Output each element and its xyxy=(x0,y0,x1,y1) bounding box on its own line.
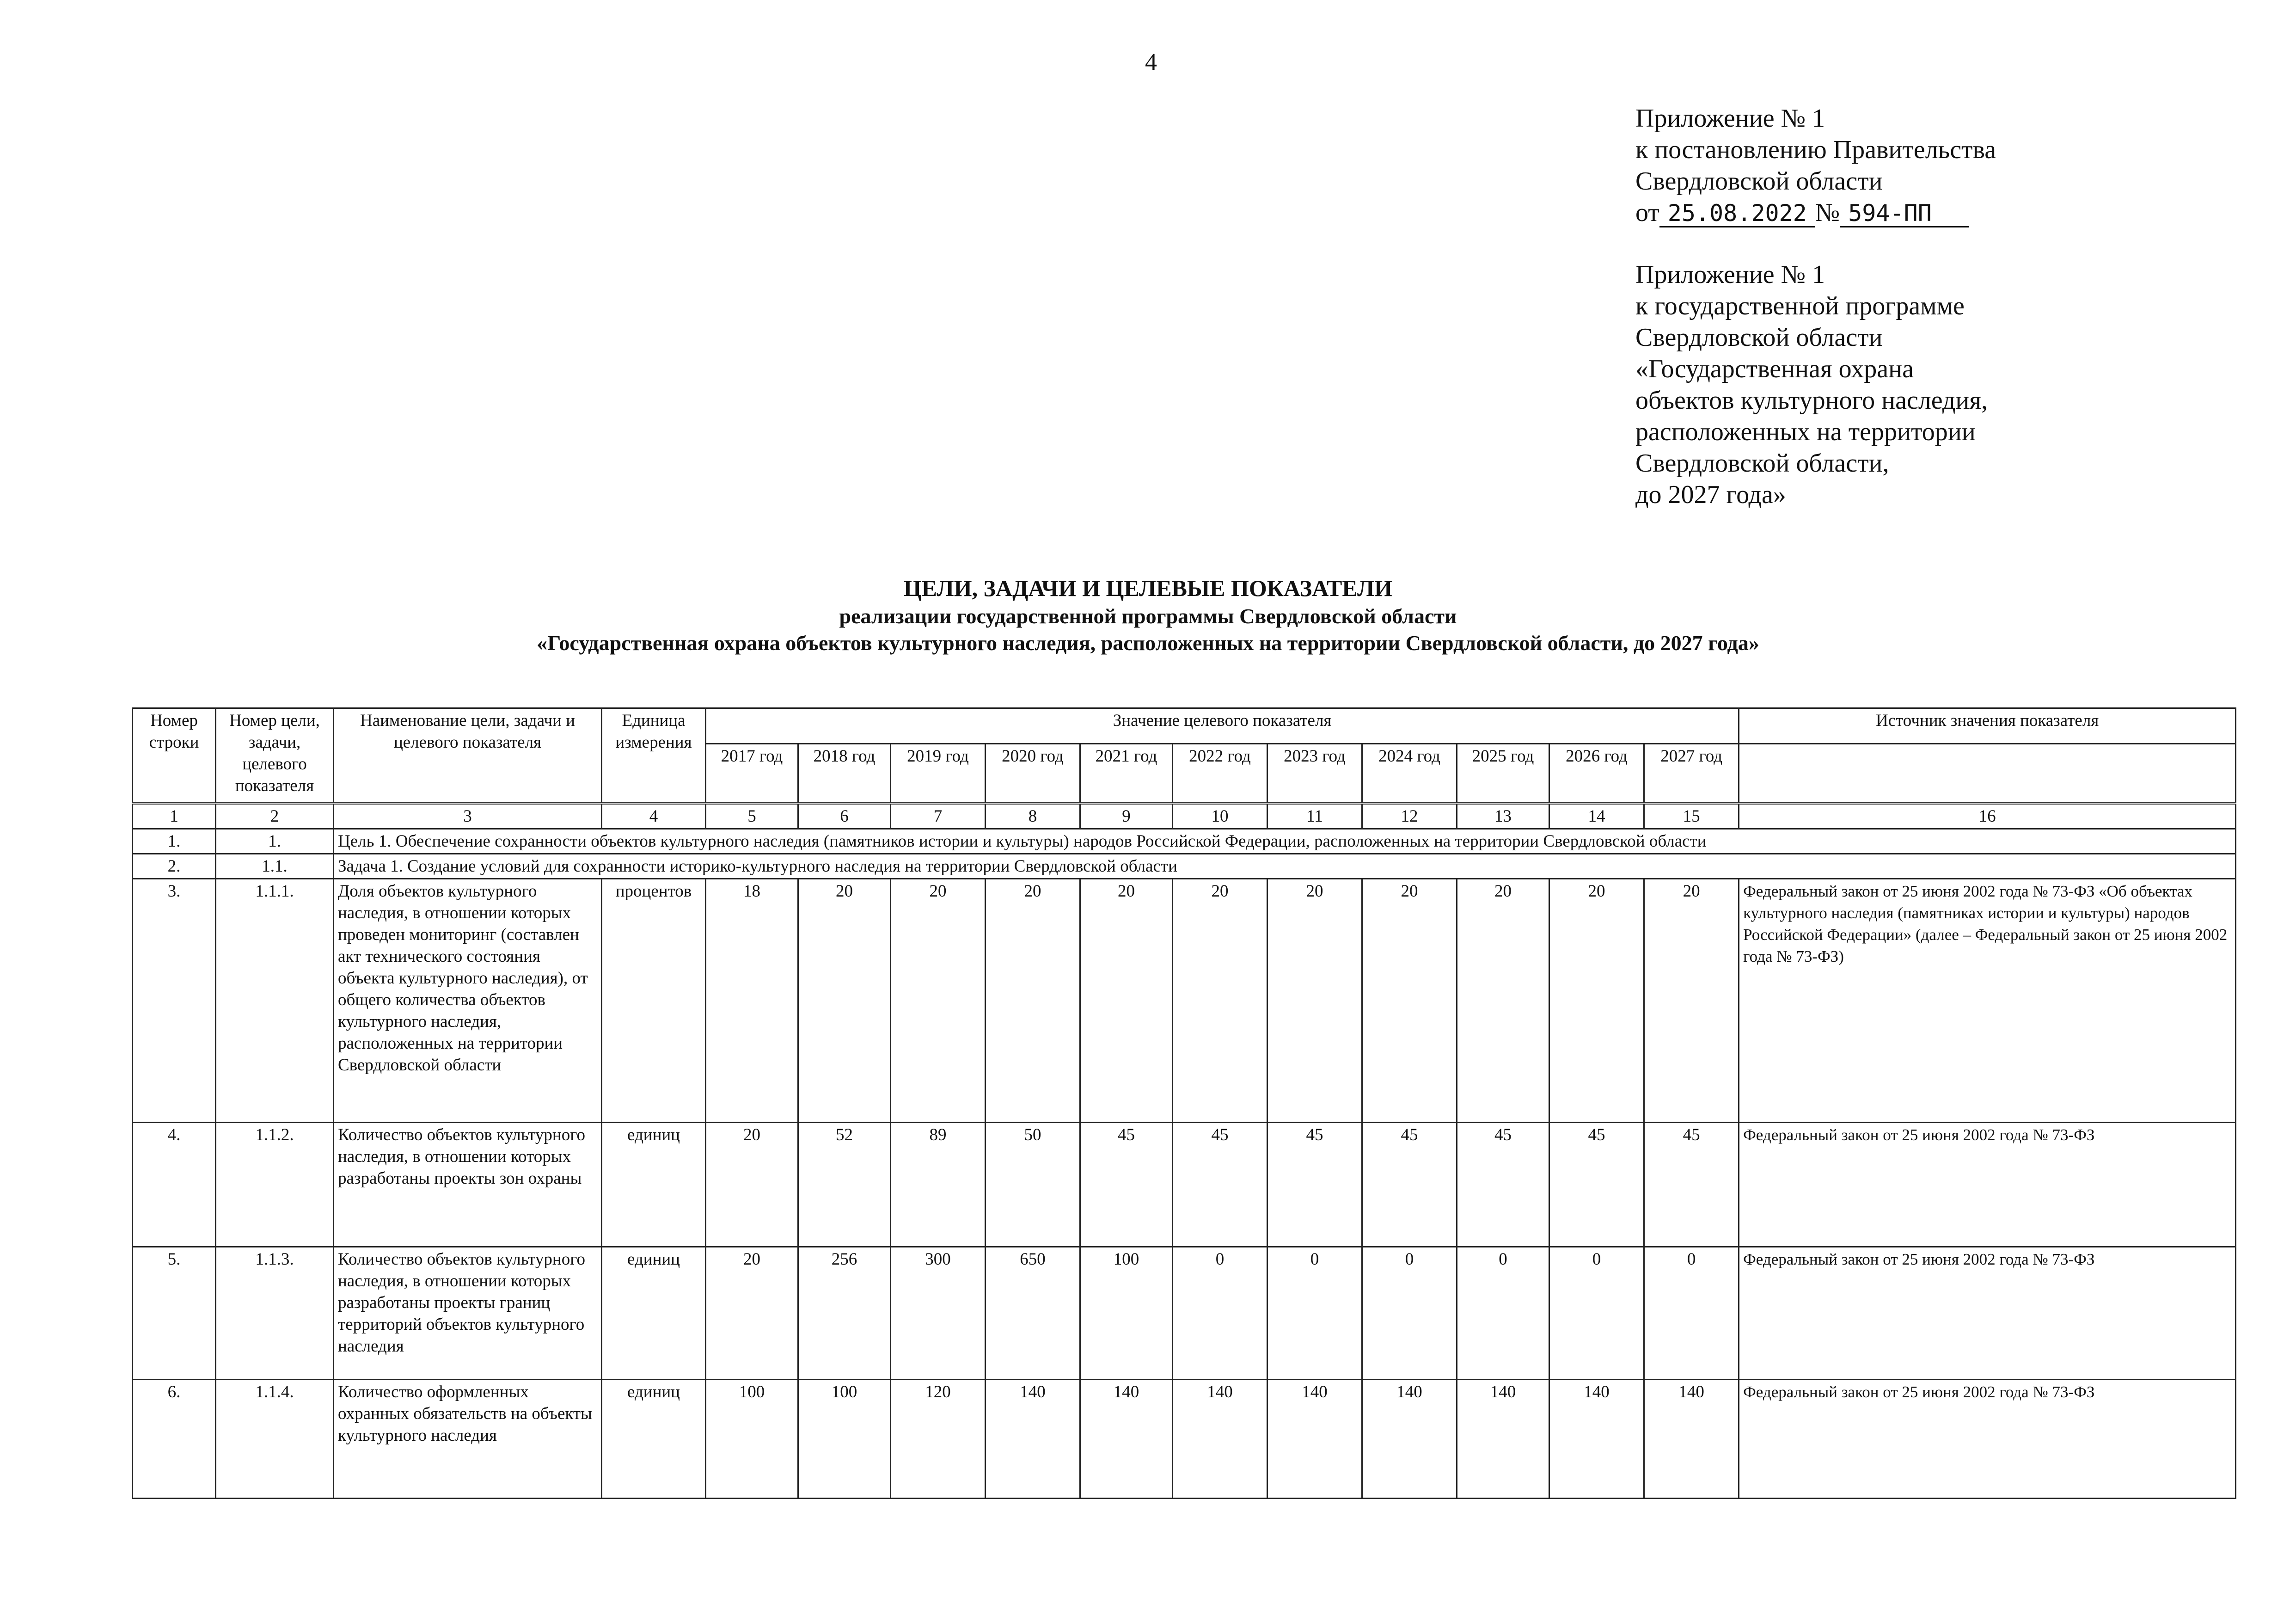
value-cell: 0 xyxy=(1644,1247,1739,1380)
value-cell: 45 xyxy=(1549,1123,1644,1247)
value-cell: 20 xyxy=(706,1247,798,1380)
goal-row xyxy=(133,829,2236,854)
value-cell: 0 xyxy=(1173,1247,1267,1380)
row-number: 4. xyxy=(133,1123,216,1247)
header-source: Источник значения показателя xyxy=(1739,708,2236,744)
header-year: 2017 год xyxy=(706,744,798,804)
header-year: 2018 год xyxy=(798,744,891,804)
value-cell: 20 xyxy=(891,879,986,1123)
value-cell: 45 xyxy=(1644,1123,1739,1247)
row-number: 6. xyxy=(133,1380,216,1499)
column-number: 2 xyxy=(216,803,334,829)
column-number: 16 xyxy=(1739,803,2236,829)
indicator-source: Федеральный закон от 25 июня 2002 года № 73-ФЗ xyxy=(1739,1123,2236,1247)
value-cell: 20 xyxy=(1644,879,1739,1123)
value-cell: 20 xyxy=(1549,879,1644,1123)
appendix-program-line: «Государственная охрана xyxy=(1635,355,1914,383)
column-number: 9 xyxy=(1080,803,1173,829)
decree-date: 25.08.2022 xyxy=(1659,200,1815,227)
column-number: 5 xyxy=(706,803,798,829)
indicator-row xyxy=(133,879,2236,1123)
value-cell: 140 xyxy=(1362,1380,1457,1499)
row-number: 2. xyxy=(133,854,216,879)
appendix-decree-line: к постановлению Правительства xyxy=(1635,135,1996,164)
column-number: 14 xyxy=(1549,803,1644,829)
value-cell: 45 xyxy=(1080,1123,1173,1247)
indicator-unit: процентов xyxy=(602,879,706,1123)
column-number: 3 xyxy=(334,803,602,829)
value-cell: 140 xyxy=(1549,1380,1644,1499)
column-number: 8 xyxy=(986,803,1080,829)
title-line-3: «Государственная охрана объектов культурного наследия, расположенных на территории Свердловской области, до 2027 года» xyxy=(537,631,1759,655)
indicator-row xyxy=(133,1247,2236,1380)
value-cell: 650 xyxy=(986,1247,1080,1380)
header-source-blank xyxy=(1739,744,2236,804)
indicator-name: Количество объектов культурного наследия, в отношении которых разработаны проекты границ территорий объектов культурного наследия xyxy=(334,1247,602,1380)
value-cell: 45 xyxy=(1173,1123,1267,1247)
goal-code: 1. xyxy=(216,829,334,854)
column-number: 11 xyxy=(1267,803,1362,829)
value-cell: 140 xyxy=(986,1380,1080,1499)
value-cell: 0 xyxy=(1267,1247,1362,1380)
indicator-row xyxy=(133,1380,2236,1499)
decree-date-line xyxy=(1635,197,2236,228)
column-number: 1 xyxy=(133,803,216,829)
indicator-source: Федеральный закон от 25 июня 2002 года № 73-ФЗ «Об объектах культурного наследия (памятниках истории и культуры) народов Российской Федерации» (далее – Федеральный закон от 25 июня 2002 года № 73-ФЗ) xyxy=(1739,879,2236,1123)
header-row xyxy=(133,708,2236,744)
title-line-1: ЦЕЛИ, ЗАДАЧИ И ЦЕЛЕВЫЕ ПОКАЗАТЕЛИ xyxy=(903,575,1393,601)
goal-text: Цель 1. Обеспечение сохранности объектов культурного наследия (памятников истории и культуры) народов Российской Федерации, расположенных на территории Свердловской области xyxy=(334,829,2236,854)
appendix-program-line: Приложение № 1 xyxy=(1635,260,1825,289)
task-text: Задача 1. Создание условий для сохранности историко-культурного наследия на территории Свердловской области xyxy=(334,854,2236,879)
number-prefix: № xyxy=(1815,198,1840,227)
header-values-group: Значение целевого показателя xyxy=(706,708,1739,744)
header-year: 2019 год xyxy=(891,744,986,804)
targets-table xyxy=(132,707,2236,1499)
header-year: 2022 год xyxy=(1173,744,1267,804)
decree-number: 594-ПП xyxy=(1840,200,1969,227)
value-cell: 0 xyxy=(1549,1247,1644,1380)
value-cell: 89 xyxy=(891,1123,986,1247)
header-goal-no: Номер цели, задачи, целевого показателя xyxy=(216,708,334,804)
value-cell: 140 xyxy=(1267,1380,1362,1499)
value-cell: 140 xyxy=(1644,1380,1739,1499)
page-number: 4 xyxy=(1145,49,1157,75)
value-cell: 20 xyxy=(986,879,1080,1123)
column-number: 15 xyxy=(1644,803,1739,829)
appendix-program-line: расположенных на территории xyxy=(1635,418,1976,446)
value-cell: 45 xyxy=(1362,1123,1457,1247)
column-number: 10 xyxy=(1173,803,1267,829)
value-cell: 20 xyxy=(1267,879,1362,1123)
header-year: 2020 год xyxy=(986,744,1080,804)
value-cell: 50 xyxy=(986,1123,1080,1247)
value-cell: 0 xyxy=(1457,1247,1549,1380)
title-line-2: реализации государственной программы Свердловской области xyxy=(839,604,1457,628)
appendix-program-line: объектов культурного наследия, xyxy=(1635,386,1988,415)
header-row-no: Номер строки xyxy=(133,708,216,804)
indicator-code: 1.1.3. xyxy=(216,1247,334,1380)
indicator-unit: единиц xyxy=(602,1380,706,1499)
header-unit: Единица измерения xyxy=(602,708,706,804)
appendix-decree xyxy=(1635,103,2236,228)
column-number: 6 xyxy=(798,803,891,829)
column-number: 7 xyxy=(891,803,986,829)
document-title xyxy=(0,573,2296,657)
value-cell: 0 xyxy=(1362,1247,1457,1380)
row-number: 5. xyxy=(133,1247,216,1380)
row-number: 1. xyxy=(133,829,216,854)
value-cell: 100 xyxy=(706,1380,798,1499)
value-cell: 18 xyxy=(706,879,798,1123)
indicator-code: 1.1.4. xyxy=(216,1380,334,1499)
value-cell: 100 xyxy=(798,1380,891,1499)
header-year: 2025 год xyxy=(1457,744,1549,804)
indicator-name: Доля объектов культурного наследия, в отношении которых проведен мониторинг (составлен акт технического состояния объекта культурного наследия), от общего количества объектов культурного наследия, расположенных на территории Свердловской области xyxy=(334,879,602,1123)
appendix-program-line: до 2027 года» xyxy=(1635,480,1786,509)
date-prefix: от xyxy=(1635,198,1659,227)
header-year: 2021 год xyxy=(1080,744,1173,804)
header-year: 2024 год xyxy=(1362,744,1457,804)
value-cell: 20 xyxy=(706,1123,798,1247)
indicator-name: Количество объектов культурного наследия, в отношении которых разработаны проекты зон охраны xyxy=(334,1123,602,1247)
value-cell: 140 xyxy=(1173,1380,1267,1499)
indicator-name: Количество оформленных охранных обязательств на объекты культурного наследия xyxy=(334,1380,602,1499)
appendix-program-line: Свердловской области xyxy=(1635,323,1883,352)
column-numbers-row xyxy=(133,803,2236,829)
value-cell: 52 xyxy=(798,1123,891,1247)
task-row xyxy=(133,854,2236,879)
task-code: 1.1. xyxy=(216,854,334,879)
appendix-decree-line: Свердловской области xyxy=(1635,167,1883,196)
appendix-program-line: к государственной программе xyxy=(1635,292,1965,320)
value-cell: 140 xyxy=(1080,1380,1173,1499)
value-cell: 45 xyxy=(1267,1123,1362,1247)
value-cell: 20 xyxy=(1457,879,1549,1123)
appendix-program-line: Свердловской области, xyxy=(1635,449,1889,478)
value-cell: 20 xyxy=(798,879,891,1123)
value-cell: 20 xyxy=(1080,879,1173,1123)
value-cell: 20 xyxy=(1362,879,1457,1123)
value-cell: 256 xyxy=(798,1247,891,1380)
header-year: 2027 год xyxy=(1644,744,1739,804)
indicator-source: Федеральный закон от 25 июня 2002 года № 73-ФЗ xyxy=(1739,1247,2236,1380)
indicator-row xyxy=(133,1123,2236,1247)
indicator-unit: единиц xyxy=(602,1247,706,1380)
value-cell: 300 xyxy=(891,1247,986,1380)
indicator-code: 1.1.1. xyxy=(216,879,334,1123)
indicator-code: 1.1.2. xyxy=(216,1123,334,1247)
header-name: Наименование цели, задачи и целевого показателя xyxy=(334,708,602,804)
value-cell: 100 xyxy=(1080,1247,1173,1380)
header-year: 2026 год xyxy=(1549,744,1644,804)
column-number: 13 xyxy=(1457,803,1549,829)
value-cell: 20 xyxy=(1173,879,1267,1123)
column-number: 12 xyxy=(1362,803,1457,829)
row-number: 3. xyxy=(133,879,216,1123)
appendix-decree-line: Приложение № 1 xyxy=(1635,104,1825,133)
value-cell: 120 xyxy=(891,1380,986,1499)
indicator-unit: единиц xyxy=(602,1123,706,1247)
value-cell: 45 xyxy=(1457,1123,1549,1247)
value-cell: 140 xyxy=(1457,1380,1549,1499)
indicator-source: Федеральный закон от 25 июня 2002 года № 73-ФЗ xyxy=(1739,1380,2236,1499)
header-year: 2023 год xyxy=(1267,744,1362,804)
column-number: 4 xyxy=(602,803,706,829)
appendix-program xyxy=(1635,259,2236,510)
